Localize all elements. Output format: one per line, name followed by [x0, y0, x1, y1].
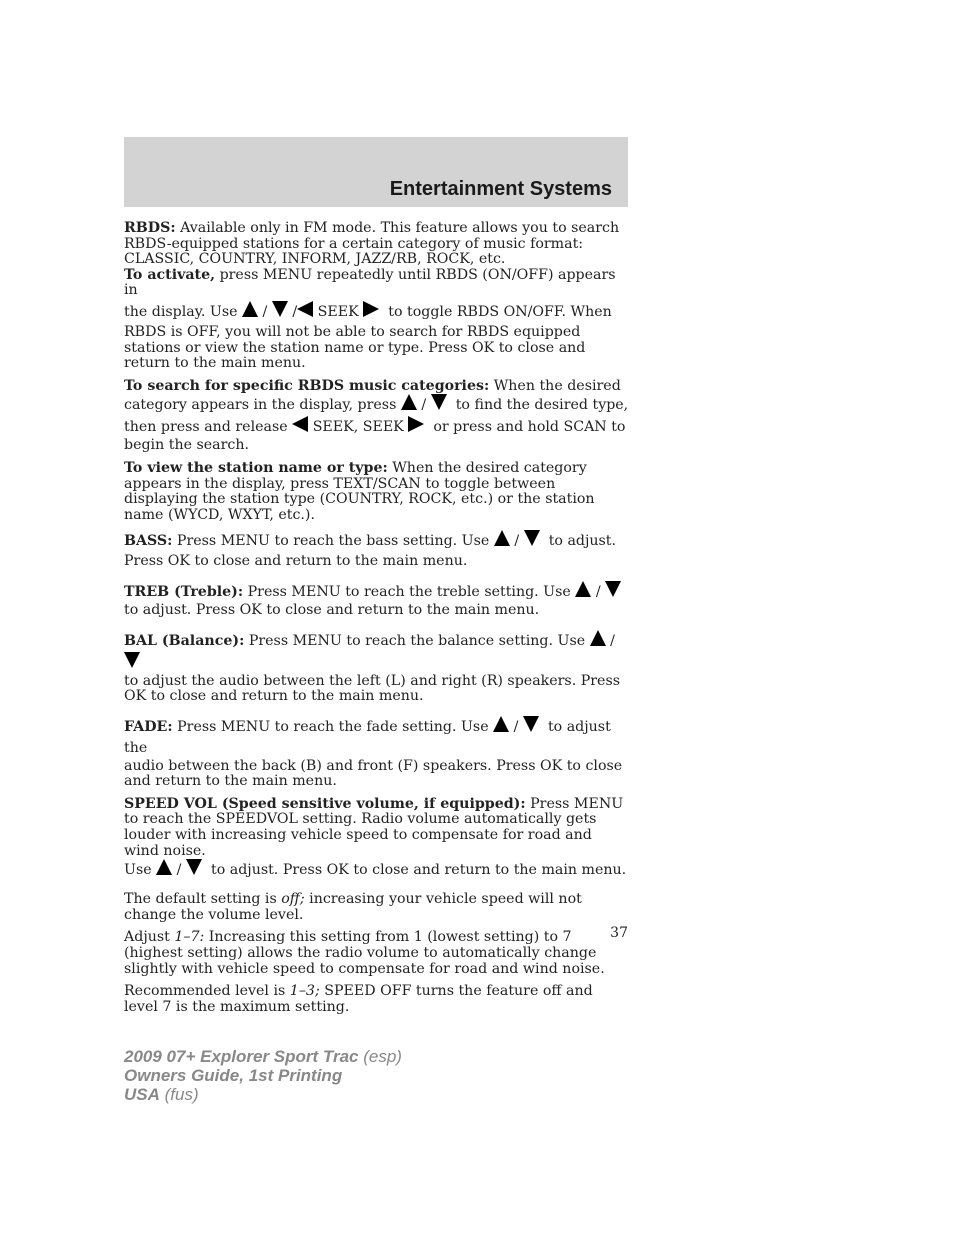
search-continuation: begin the search.: [124, 437, 249, 454]
arrow-down-icon: [272, 301, 288, 317]
recommended-paragraph: Recommended level is 1–3; SPEED OFF turns the feature off and level 7 is the maximum setting.: [124, 983, 593, 1015]
arrow-down-icon: [431, 394, 447, 410]
footer-line-3: USA (fus): [124, 1085, 199, 1104]
activate-continuation: RBDS is OFF, you will not be able to search for RBDS equipped stations or view the station name or type. Press OK to close and return to the main menu.: [124, 323, 586, 372]
section-title: Entertainment Systems: [389, 178, 612, 200]
treb-paragraph: TREB (Treble): Press MENU to reach the treble setting. Use /: [124, 581, 630, 603]
arrow-up-icon: [494, 530, 510, 546]
fade-paragraph: FADE: Press MENU to reach the fade setting. Use / to adjust the: [124, 716, 630, 759]
speedvol-paragraph: SPEED VOL (Speed sensitive volume, if equipped): Press MENU to reach the SPEEDVOL setting. Radio volume automatically gets louder with increasing vehicle speed to compensate for road and wind noise.: [124, 795, 624, 859]
search-controls-line-2: then press and release SEEK, SEEK or press and hold SCAN to: [124, 416, 630, 438]
activate-controls-line: the display. Use / / SEEK to toggle RBDS ON/OFF. When: [124, 301, 630, 323]
rbds-label: RBDS:: [124, 220, 176, 236]
activate-label: To activate,: [124, 266, 216, 283]
view-label: To view the station name or type:: [124, 459, 388, 476]
arrow-up-icon: [493, 716, 509, 732]
page-content: [124, 221, 630, 1015]
arrow-up-icon: [156, 859, 172, 875]
treb-label: TREB (Treble):: [124, 583, 244, 600]
arrow-up-icon: [575, 581, 591, 597]
search-paragraph: To search for specific RBDS music categories: When the desired: [124, 377, 621, 394]
treb-continuation: to adjust. Press OK to close and return to the main menu.: [124, 601, 540, 618]
footer-imprint: [124, 1047, 402, 1104]
view-paragraph: To view the station name or type: When the desired category appears in the display, press TEXT/SCAN to toggle between displaying the station type (COUNTRY, ROCK, etc.) or the station name (WYCD, WXYT, etc.).: [124, 459, 595, 523]
bal-label: BAL (Balance):: [124, 632, 245, 649]
arrow-left-icon: [292, 416, 308, 432]
bass-paragraph: BASS: Press MENU to reach the bass setting. Use / to adjust.: [124, 530, 630, 552]
adjust-paragraph: Adjust 1–7: Increasing this setting from 1 (lowest setting) to 7 (highest setting) allows the radio volume to automatically change slightly with vehicle speed to compensate for road and wind noise.: [124, 929, 605, 977]
arrow-down-icon: [186, 859, 202, 875]
arrow-down-icon: [605, 581, 621, 597]
arrow-up-icon: [401, 394, 417, 410]
bass-label: BASS:: [124, 533, 173, 550]
bal-continuation: to adjust the audio between the left (L) and right (R) speakers. Press OK to close and return to the main menu.: [124, 672, 621, 705]
default-paragraph: The default setting is off; increasing your vehicle speed will not change the volume level.: [124, 891, 582, 923]
footer-line-2: Owners Guide, 1st Printing: [124, 1066, 343, 1085]
bass-continuation: Press OK to close and return to the main menu.: [124, 553, 468, 570]
fade-label: FADE:: [124, 718, 173, 735]
arrow-down-icon: [124, 652, 140, 668]
arrow-right-icon: [363, 301, 379, 317]
search-label: To search for specific RBDS music categories:: [124, 377, 490, 394]
rbds-paragraph: RBDS: Available only in FM mode. This feature allows you to search RBDS-equipped stations for a certain category of music format: CLASSIC, COUNTRY, INFORM, JAZZ/RB, ROCK, etc.: [124, 220, 620, 268]
arrow-up-icon: [242, 301, 258, 317]
arrow-up-icon: [590, 630, 606, 646]
arrow-down-icon: [523, 716, 539, 732]
page-number: 37: [610, 925, 628, 941]
bal-paragraph: BAL (Balance): Press MENU to reach the balance setting. Use /: [124, 630, 630, 674]
arrow-down-icon: [524, 530, 540, 546]
activate-paragraph: To activate, press MENU repeatedly until RBDS (ON/OFF) appears in: [124, 266, 616, 299]
speedvol-controls-line: Use / to adjust. Press OK to close and return to the main menu.: [124, 859, 630, 881]
fade-continuation: audio between the back (B) and front (F) speakers. Press OK to close and return to the main menu.: [124, 757, 623, 790]
search-controls-line-1: category appears in the display, press / to find the desired type,: [124, 394, 630, 416]
arrow-left-icon: [297, 301, 313, 317]
speedvol-label: SPEED VOL (Speed sensitive volume, if equipped):: [124, 795, 526, 812]
section-header-band: [124, 137, 628, 207]
arrow-right-icon: [408, 416, 424, 432]
footer-line-1: 2009 07+ Explorer Sport Trac (esp): [124, 1047, 402, 1066]
